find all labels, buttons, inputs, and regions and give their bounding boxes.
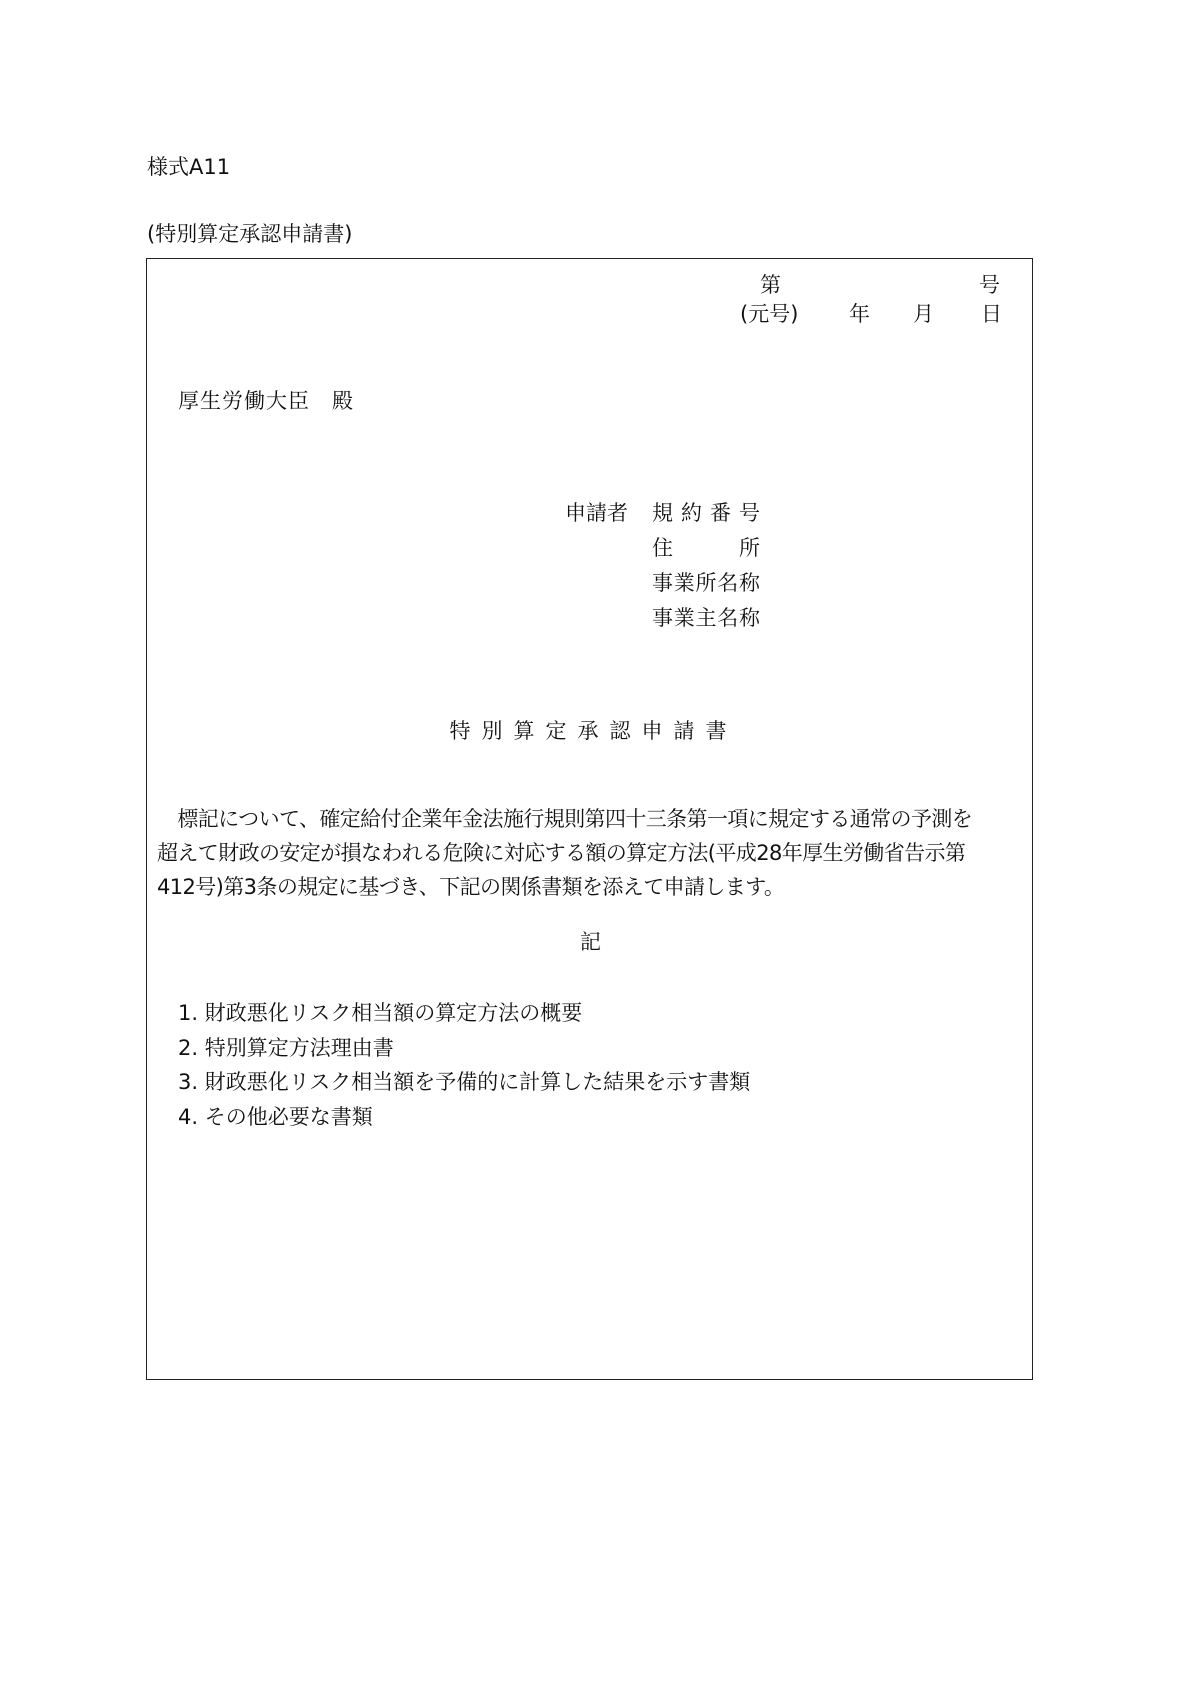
- list-item: 4. その他必要な書類: [178, 1105, 373, 1129]
- number-suffix: 号: [979, 273, 1000, 297]
- field-label: 規約番号: [652, 501, 760, 525]
- body-line: 412号)第3条の規定に基づき、下記の関係書類を添えて申請します。: [157, 875, 785, 899]
- number-prefix: 第: [760, 273, 781, 297]
- form-id: 様式A11: [147, 155, 231, 179]
- list-item: 1. 財政悪化リスク相当額の算定方法の概要: [178, 1001, 583, 1025]
- ki-heading: 記: [580, 930, 601, 954]
- field-label: 住所: [652, 536, 760, 560]
- day-label: 日: [981, 302, 1002, 326]
- list-item: 2. 特別算定方法理由書: [178, 1036, 394, 1060]
- list-item: 3. 財政悪化リスク相当額を予備的に計算した結果を示す書類: [178, 1070, 751, 1094]
- field-employer-name: [652, 605, 760, 631]
- addressee: 厚生労働大臣 殿: [178, 389, 354, 413]
- field-address: [652, 535, 760, 561]
- era-label: (元号): [740, 302, 799, 326]
- body-line: 標記について、確定給付企業年金法施行規則第四十三条第一項に規定する通常の予測を: [157, 807, 973, 831]
- field-agreement-number: [652, 500, 760, 526]
- document-title: 特別算定承認申請書: [449, 719, 738, 743]
- body-paragraph: [157, 802, 1029, 904]
- document-type: (特別算定承認申請書): [147, 222, 353, 246]
- applicant-label: 申請者: [565, 501, 628, 525]
- field-office-name: [652, 570, 760, 596]
- body-line: 超えて財政の安定が損なわれる危険に対応する額の算定方法(平成28年厚生労働省告示第: [157, 841, 966, 865]
- field-label: 事業主名称: [652, 606, 760, 630]
- year-label: 年: [849, 302, 870, 326]
- month-label: 月: [913, 302, 934, 326]
- field-label: 事業所名称: [652, 571, 760, 595]
